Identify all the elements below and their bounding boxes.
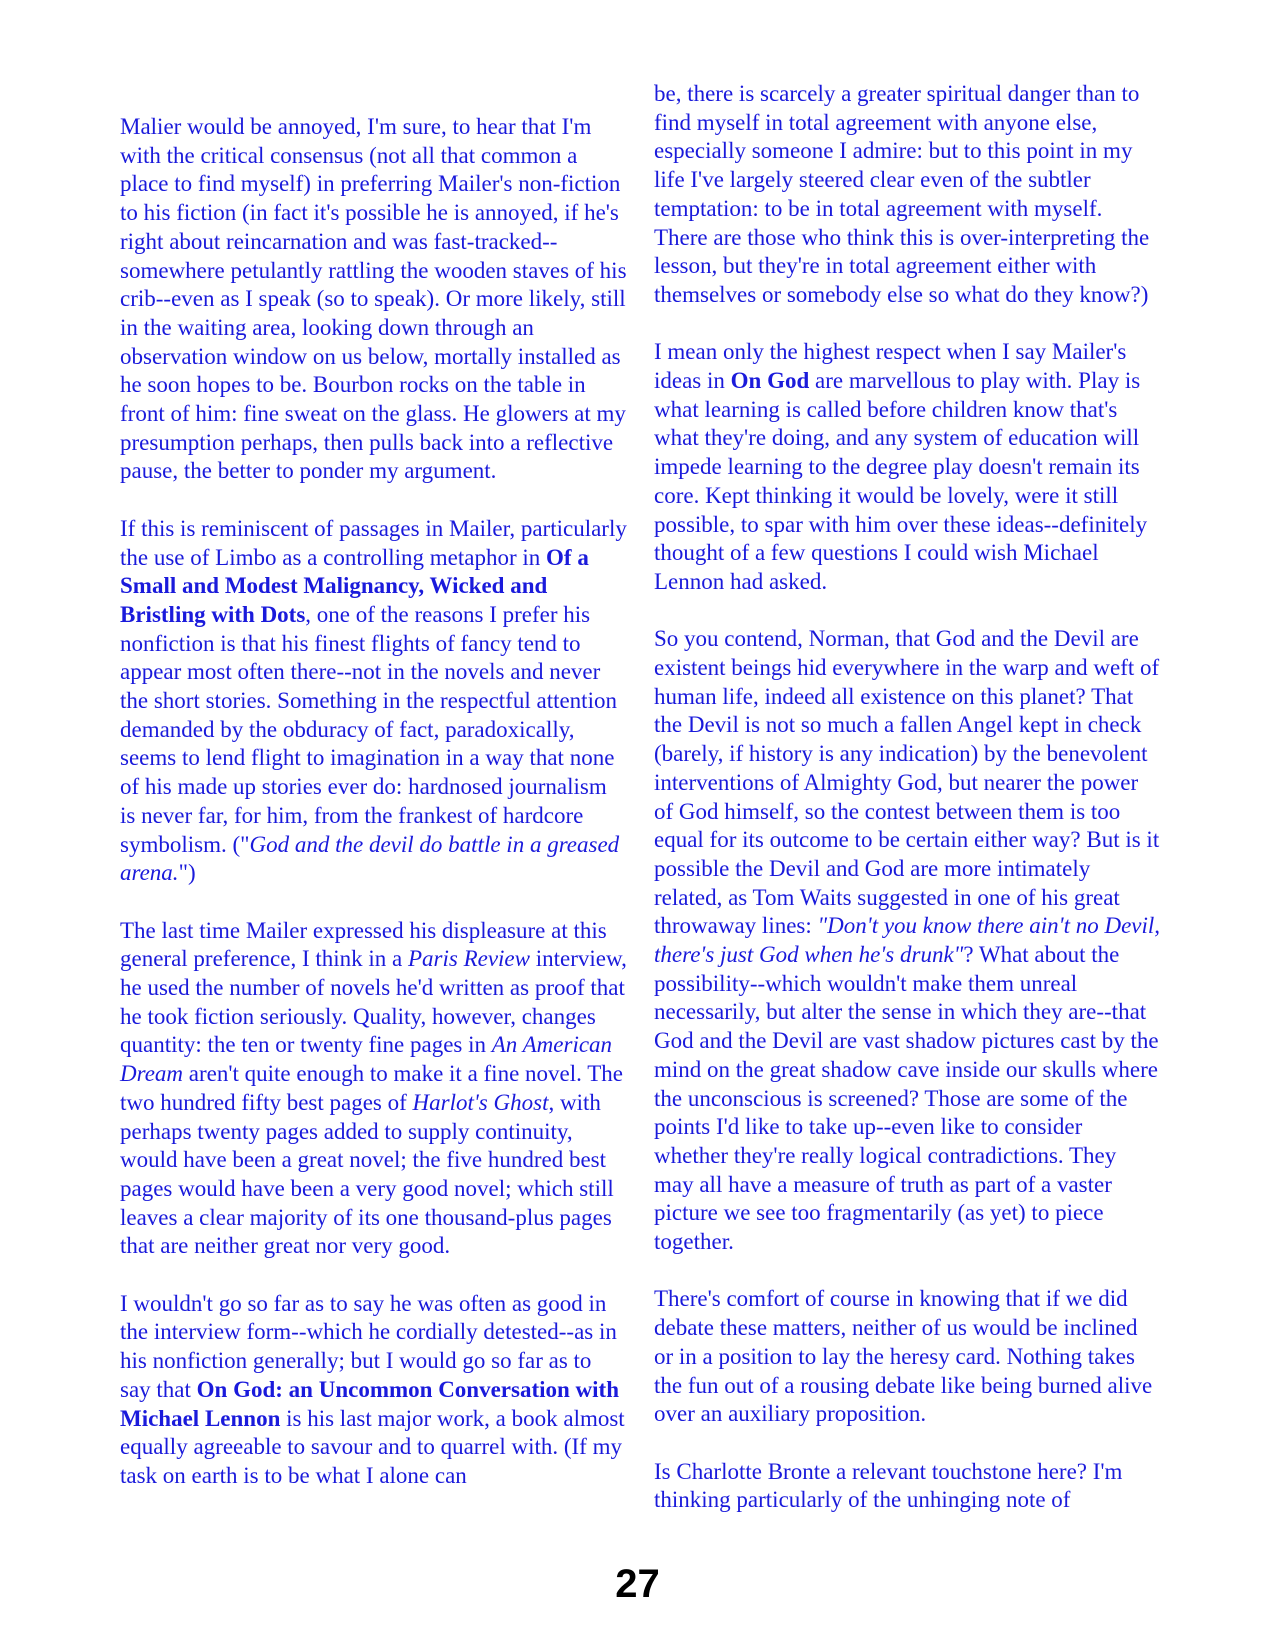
text-run: are marvellous to play with. Play is what learning is called before children know that's what they're doing, and any system of education will impede learning to the degree play doesn't remain its core. Kept thinking it would be lovely, were it still possible, to spar with him over these ideas--definitely thought of a few questions I could wish Michael Lennon had asked. [654,368,1148,594]
text-run: The last time Mailer expressed his displeasure at this general preference, I think in a [120,917,607,972]
right-paragraph-4: There's comfort of course in knowing that if we did debate these matters, neither of us would be inclined or in a position to lay the heresy card. Nothing takes the fun out of a rousing debate like being burned alive over an auxiliary proposition. [654,1286,1153,1427]
right-column [654,80,1161,1515]
book-title: On God: an Uncommon Conversation with Michael Lennon [120,1376,620,1431]
text-run: , one of the reasons I prefer his nonfiction is that his finest flights of fancy tend to appear most often there--not in the novels and never the short stories. Something in the respectful attention demanded by the obduracy of fact, paradoxically, seems to lend flight to imagination in a way that none of his made up stories ever do: hardnosed journalism is never far, for him, from the frankest of hardcore symbolism. (" [120,601,617,857]
left-column [120,113,627,1491]
right-paragraph-5: Is Charlotte Bronte a relevant touchstone here? I'm thinking particularly of the unhinging note of [654,1458,1123,1513]
text-run: So you contend, Norman, that God and the Devil are existent beings hid everywhere in the warp and weft of human life, indeed all existence on this planet? That the Devil is not so much a fallen Angel kept in check (barely, if history is any indication) by the benevolent interventions of Almighty God, but nearer the power of God himself, so the contest between them is too equal for its outcome to be certain either way? But is it possible the Devil and God are more intimately related, as Tom Waits suggested in one of his great throwaway lines: [654,626,1160,939]
right-paragraph-2 [654,338,1161,596]
text-run: interview, he used the number of novels he'd written as proof that he took fiction seriously. Quality, however, changes quantity: the ten or twenty fine pages in [120,946,627,1058]
book-title: An American Dream [120,1032,613,1087]
text-run: ? What about the possibility--which wouldn't make them unreal necessarily, but alter the sense in which they are--that God and the Devil are vast shadow pictures cast by the mind on the great shadow cave inside our skulls where the unconscious is screened? Those are some of the points I'd like to take up--even like to consider whether they're really logical contradictions. They may all have a measure of truth as part of a vaster picture we see too fragmentarily (as yet) to piece together. [654,942,1159,1255]
page-number: 27 [615,1562,660,1606]
right-paragraph-3 [654,625,1161,1256]
left-paragraph-1: Malier would be annoyed, I'm sure, to hear that I'm with the critical consensus (not all that common a place to find myself) in preferring Mailer's non-fiction to his fiction (in fact it's possible he is annoyed, if he's right about reincarnation and was fast-tracked--somewhere petulantly rattling the wooden staves of his crib--even as I speak (so to speak). Or more likely, still in the waiting area, looking down through an observation window on us below, mortally installed as he soon hopes to be. Bourbon rocks on the table in front of him: fine sweat on the glass. He glowers at my presumption perhaps, then pulls back into a reflective pause, the better to ponder my argument. [120,114,627,484]
right-paragraph-1: be, there is scarcely a greater spiritual danger than to find myself in total agreement with anyone else, especially someone I admire: but to this point in my life I've largely steered clear even of the subtler temptation: to be in total agreement with myself. There are those who think this is over-interpreting the lesson, but they're in total agreement either with themselves or somebody else so what do they know?) [654,81,1150,307]
text-run: aren't quite enough to make it a fine novel. The two hundred fifty best pages of [120,1061,623,1115]
book-title: On God [730,368,810,394]
left-paragraph-2 [120,515,627,888]
text-run: I mean only the highest respect when I say Mailer's ideas in [654,339,1127,394]
text-run: , with perhaps twenty pages added to supply continuity, would have been a great novel; the five hundred best pages would have been a very good novel; which still leaves a clear majority of its one thousand-plus pages that are neither great nor very good. [120,1089,614,1259]
left-paragraph-3 [120,917,627,1261]
book-title: Harlot's Ghost [412,1089,549,1115]
quotation: "Don't you know there ain't no Devil, there's just God when he's drunk" [654,913,1161,968]
text-run: ") [178,860,196,886]
book-title: Of a Small and Modest Malignancy, Wicked and Bristling with Dots [120,544,589,627]
quotation: God and the devil do battle in a greased arena. [120,831,620,886]
text-run: is his last major work, a book almost equally agreeable to savour and to quarrel with. (If my task on earth is to be what I alone can [120,1405,625,1488]
publication-title: Paris Review [407,946,530,972]
text-run: If this is reminiscent of passages in Mailer, particularly the use of Limbo as a controlling metaphor in [120,515,627,570]
text-run: I wouldn't go so far as to say he was often as good in the interview form--which he cordially detested--as in his nonfiction generally; but I would go so far as to say that [120,1290,617,1402]
left-paragraph-4 [120,1290,627,1491]
